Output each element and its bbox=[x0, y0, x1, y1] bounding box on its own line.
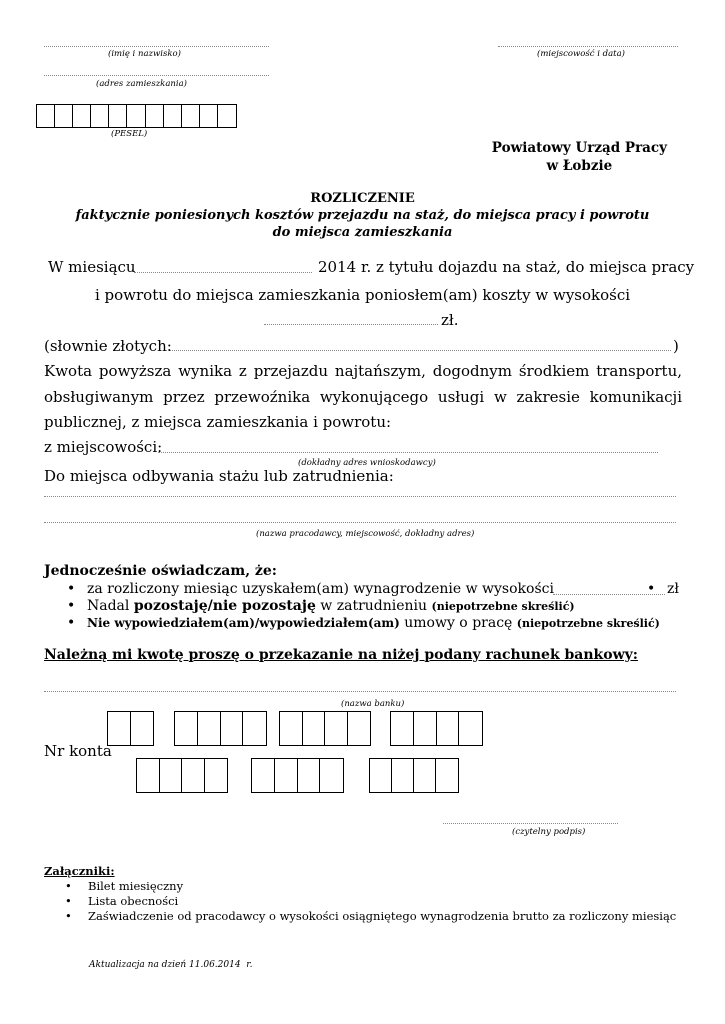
address-caption: (adres zamieszkania) bbox=[96, 79, 187, 89]
month-suffix: 2014 r. z tytułu dojazdu na staż, do miejsca pracy bbox=[318, 258, 695, 276]
salary-unit: • zł bbox=[667, 581, 679, 597]
account-group-2[interactable] bbox=[174, 711, 267, 746]
attachment-item: • Bilet miesięczny bbox=[88, 879, 183, 893]
amount-line[interactable] bbox=[264, 324, 438, 325]
account-group-3[interactable] bbox=[279, 711, 371, 746]
month-line[interactable] bbox=[134, 272, 312, 273]
declaration-item2: • Nadal pozostaję/nie pozostaję w zatrudnieniu (niepotrzebne skreślić) bbox=[87, 598, 575, 614]
words-line[interactable] bbox=[166, 350, 671, 351]
account-group-4[interactable] bbox=[390, 711, 483, 746]
month-prefix: W miesiącu bbox=[48, 258, 136, 276]
pesel-boxes[interactable] bbox=[36, 104, 237, 128]
place-date-caption: (miejscowość i data) bbox=[537, 49, 625, 59]
cost-line: i powrotu do miejsca zamieszkania poniosłem(am) koszty w wysokości bbox=[94, 286, 631, 304]
name-caption: (imię i nazwisko) bbox=[108, 49, 181, 59]
recipient-block bbox=[492, 140, 667, 174]
declaration-item3: • Nie wypowiedziałem(am)/wypowiedziałem(am) umowy o pracę (niepotrzebne skreślić) bbox=[87, 615, 660, 631]
address-line[interactable] bbox=[44, 75, 269, 76]
to-line2[interactable] bbox=[44, 522, 676, 523]
signature-caption: (czytelny podpis) bbox=[512, 827, 586, 837]
to-label: Do miejsca odbywania stażu lub zatrudnienia: bbox=[44, 467, 394, 485]
attachment-item: • Lista obecności bbox=[88, 894, 178, 908]
from-caption: (dokładny adres wnioskodawcy) bbox=[298, 458, 436, 468]
from-label: z miejscowości: bbox=[44, 438, 163, 456]
account-group-1[interactable] bbox=[107, 711, 154, 746]
signature-line[interactable] bbox=[443, 823, 618, 824]
para-line3: publicznej, z miejsca zamieszkania i powrotu: bbox=[44, 413, 392, 431]
account-group-5[interactable] bbox=[136, 758, 228, 793]
recipient-line2: w Łobzie bbox=[546, 158, 613, 174]
pesel-caption: (PESEL) bbox=[111, 129, 148, 139]
to-line1[interactable] bbox=[44, 496, 676, 497]
declaration-item1: • za rozliczony miesiąc uzyskałem(am) wynagrodzenie w wysokości bbox=[87, 581, 554, 597]
place-date-line[interactable] bbox=[498, 46, 678, 47]
declaration-heading: Jednocześnie oświadczam, że: bbox=[44, 563, 277, 579]
recipient-line1: Powiatowy Urząd Pracy bbox=[491, 140, 667, 156]
bank-heading: Należną mi kwotę proszę o przekazanie na niżej podany rachunek bankowy: bbox=[44, 647, 638, 663]
currency-label: zł. bbox=[441, 311, 459, 329]
attachment-item: • Zaświadczenie od pracodawcy o wysokości osiągniętego wynagrodzenia brutto za rozliczony miesiąc bbox=[88, 909, 676, 923]
account-group-7[interactable] bbox=[369, 758, 459, 793]
attachments-heading: Załączniki: bbox=[44, 864, 115, 878]
bank-caption: (nazwa banku) bbox=[341, 699, 405, 709]
title-sub1: faktycznie poniesionych kosztów przejazdu na staż, do miejsca pracy i powrotu bbox=[75, 208, 650, 223]
name-line[interactable] bbox=[44, 46, 269, 47]
words-prefix: (słownie złotych: bbox=[44, 337, 172, 355]
account-label: Nr konta bbox=[44, 742, 112, 760]
words-suffix: ) bbox=[673, 337, 679, 355]
update-note: Aktualizacja na dzień 11.06.2014 r. bbox=[89, 960, 253, 970]
account-group-6[interactable] bbox=[251, 758, 344, 793]
to-caption: (nazwa pracodawcy, miejscowość, dokładny adres) bbox=[256, 529, 475, 539]
para-line1: Kwota powyższa wynika z przejazdu najtańszym, dogodnym środkiem transportu, bbox=[44, 362, 682, 380]
title-sub2: do miejsca zamieszkania bbox=[272, 225, 453, 240]
para-line2: obsługiwanym przez przewoźnika wykonującego usługi w zakresie komunikacji bbox=[44, 388, 682, 406]
title-main: ROZLICZENIE bbox=[310, 191, 415, 206]
bank-name-line[interactable] bbox=[44, 691, 676, 692]
from-line[interactable] bbox=[158, 452, 658, 453]
